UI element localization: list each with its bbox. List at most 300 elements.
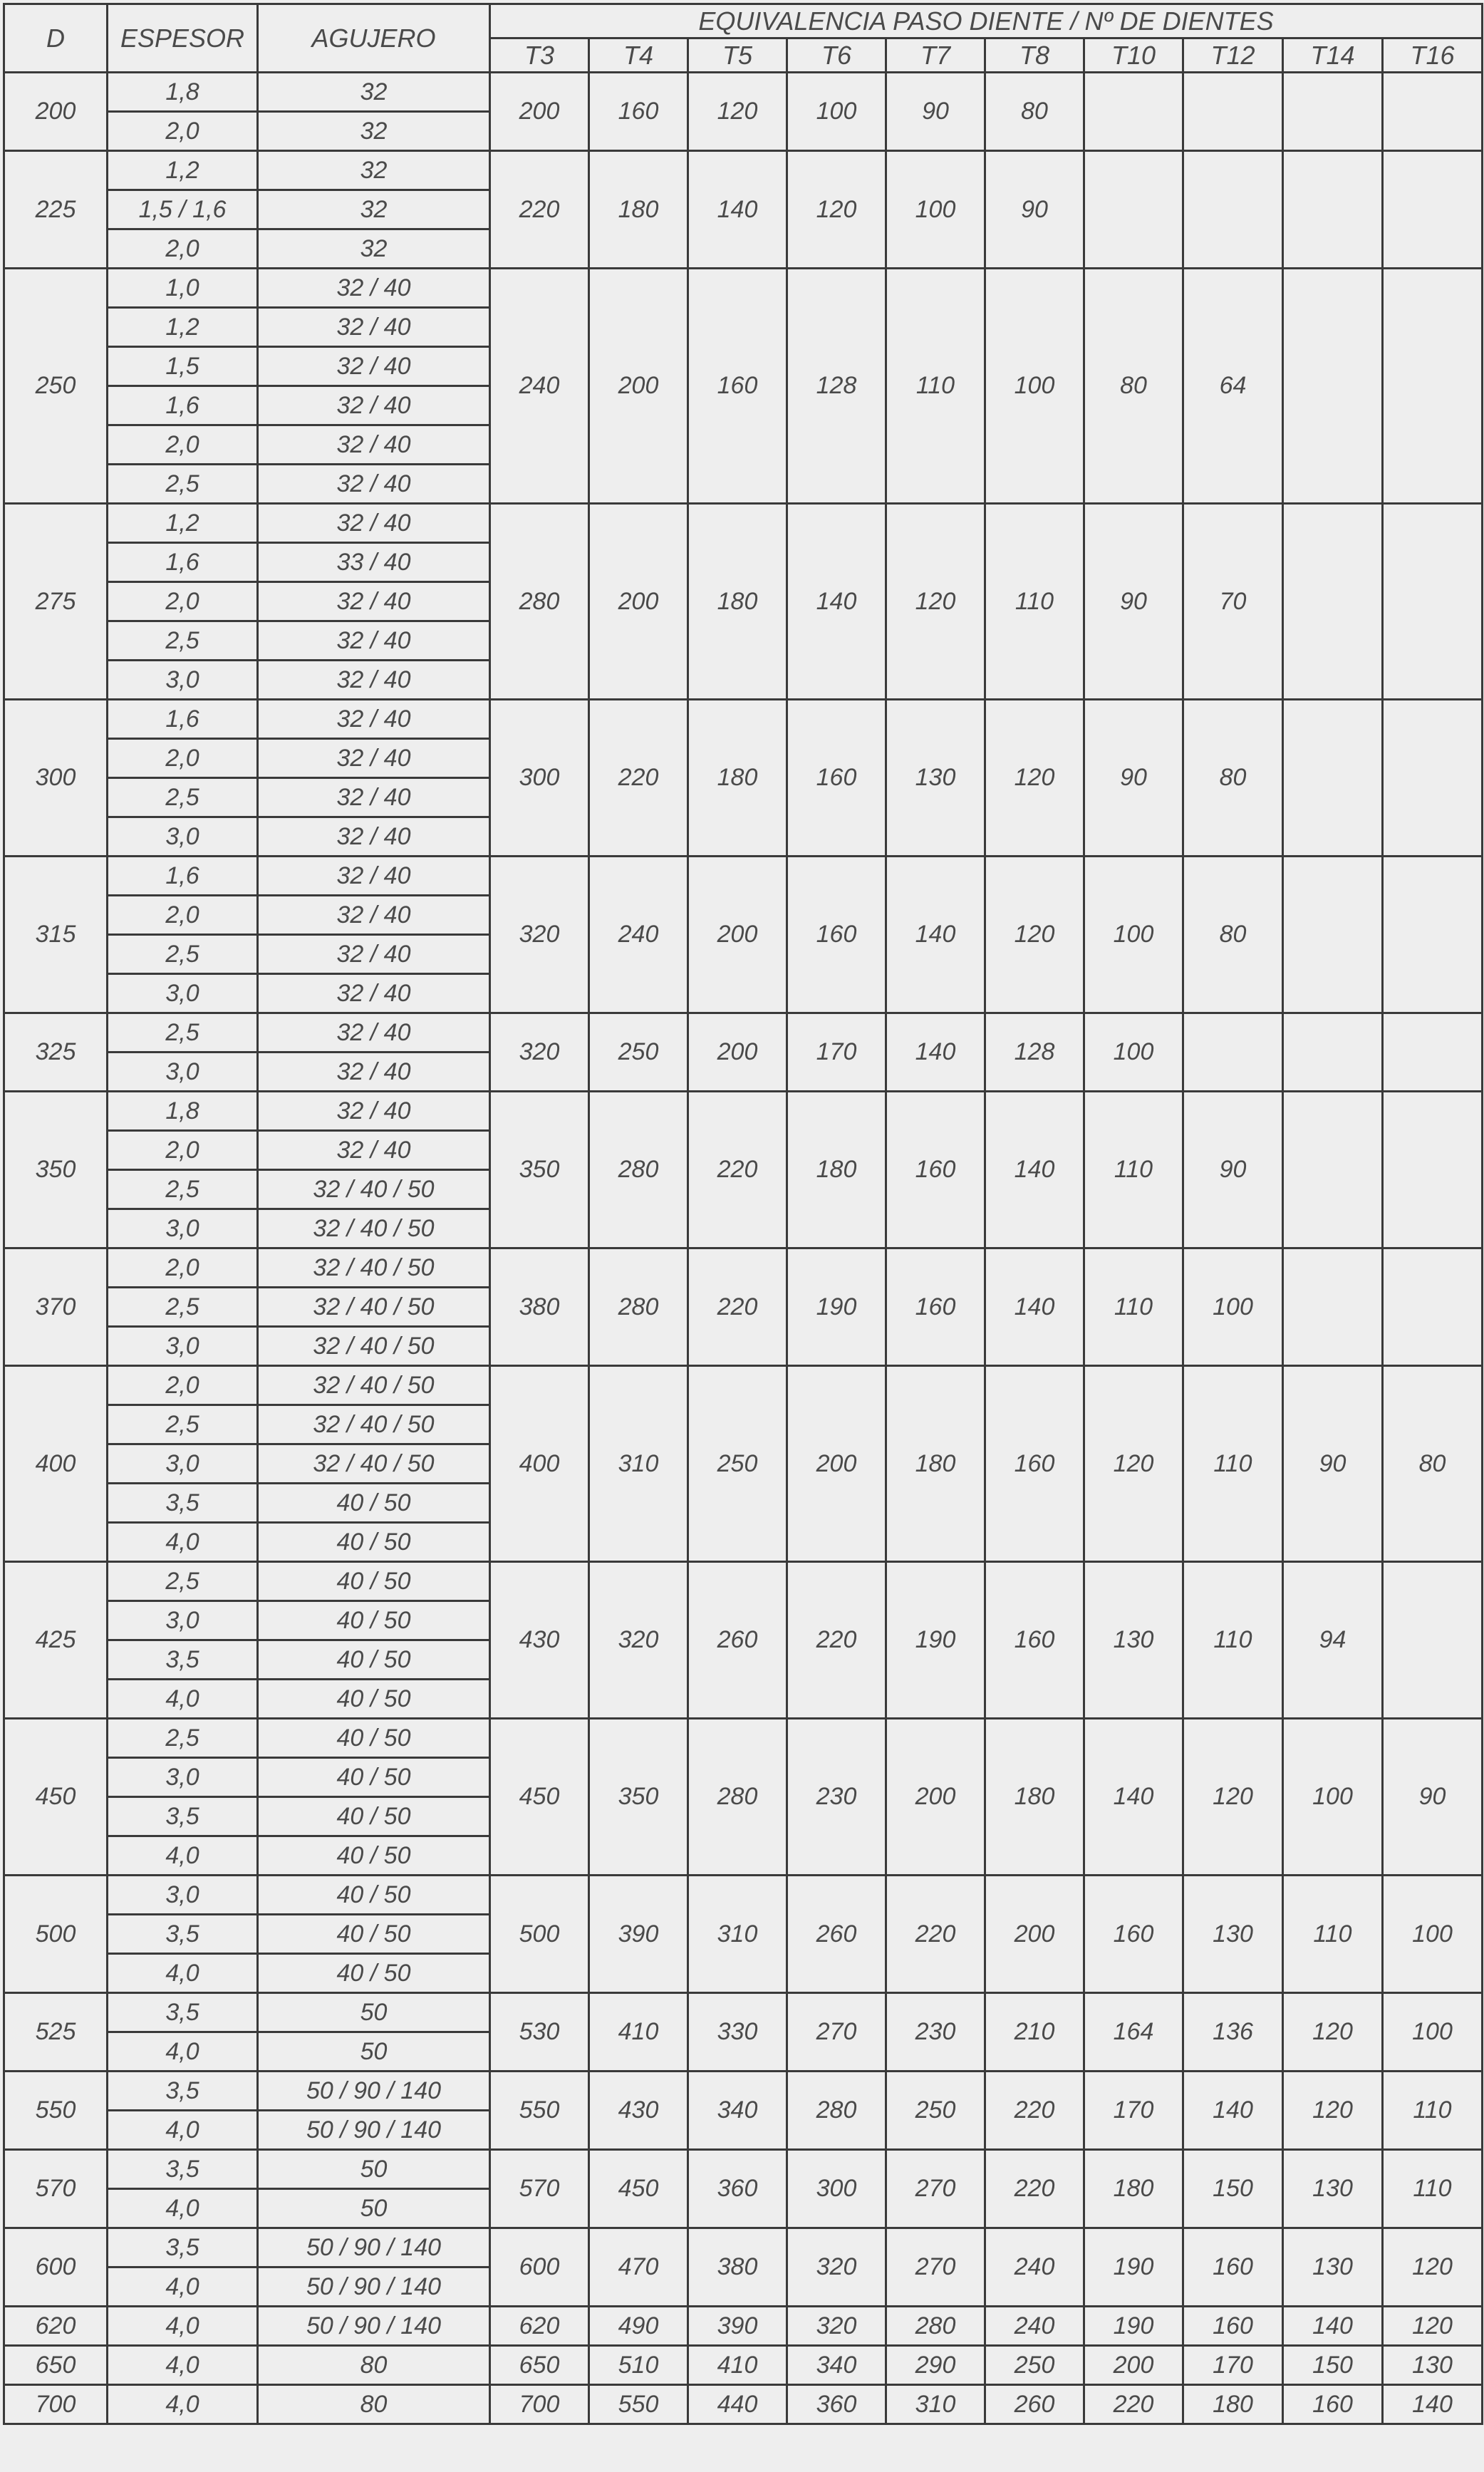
espesor-cell: 1,8	[108, 73, 258, 112]
teeth-cell-t12: 140	[1183, 2072, 1283, 2150]
header-teeth-t6: T6	[787, 38, 886, 73]
teeth-cell-t7: 110	[886, 269, 985, 504]
teeth-cell-t6: 260	[787, 1876, 886, 1993]
teeth-cell-t8: 128	[985, 1013, 1084, 1092]
agujero-cell: 50	[258, 2150, 490, 2189]
teeth-cell-t8: 220	[985, 2150, 1084, 2228]
teeth-cell-t8: 260	[985, 2385, 1084, 2424]
teeth-cell-t14: 160	[1283, 2385, 1383, 2424]
teeth-cell-t14: 120	[1283, 2072, 1383, 2150]
agujero-cell: 40 / 50	[258, 1601, 490, 1640]
table-row	[4, 2307, 1483, 2346]
diameter-cell: 550	[4, 2072, 108, 2150]
teeth-cell-t14: 130	[1283, 2228, 1383, 2307]
espesor-cell: 3,5	[108, 1640, 258, 1680]
agujero-cell: 32	[258, 190, 490, 229]
teeth-cell-t5: 220	[688, 1248, 787, 1366]
header-equivalencia: EQUIVALENCIA PASO DIENTE / Nº DE DIENTES	[490, 4, 1483, 38]
diameter-cell: 370	[4, 1248, 108, 1366]
espesor-cell: 2,0	[108, 1131, 258, 1170]
diameter-cell: 250	[4, 269, 108, 504]
teeth-cell-t6: 140	[787, 504, 886, 700]
teeth-cell-t7: 270	[886, 2150, 985, 2228]
agujero-cell: 32 / 40	[258, 425, 490, 465]
teeth-cell-t14	[1283, 700, 1383, 857]
espesor-cell: 4,0	[108, 2307, 258, 2346]
agujero-cell: 32 / 40	[258, 700, 490, 739]
teeth-cell-t7: 220	[886, 1876, 985, 1993]
agujero-cell: 32 / 40 / 50	[258, 1288, 490, 1327]
diameter-cell: 525	[4, 1993, 108, 2072]
espesor-cell: 4,0	[108, 1523, 258, 1562]
agujero-cell: 50	[258, 1993, 490, 2032]
agujero-cell: 50 / 90 / 140	[258, 2267, 490, 2307]
agujero-cell: 40 / 50	[258, 1876, 490, 1915]
teeth-cell-t4: 350	[589, 1719, 688, 1876]
espesor-cell: 3,0	[108, 661, 258, 700]
espesor-cell: 1,6	[108, 857, 258, 896]
teeth-cell-t6: 340	[787, 2346, 886, 2385]
agujero-cell: 32 / 40	[258, 386, 490, 425]
teeth-cell-t16: 100	[1383, 1876, 1483, 1993]
table-row	[4, 2346, 1483, 2385]
agujero-cell: 32 / 40	[258, 1131, 490, 1170]
espesor-cell: 2,0	[108, 1366, 258, 1405]
agujero-cell: 40 / 50	[258, 1797, 490, 1836]
teeth-cell-t7: 100	[886, 151, 985, 269]
teeth-cell-t14: 130	[1283, 2150, 1383, 2228]
teeth-cell-t10: 110	[1084, 1092, 1183, 1248]
teeth-cell-t16	[1383, 73, 1483, 151]
espesor-cell: 3,0	[108, 1053, 258, 1092]
teeth-cell-t3: 320	[490, 1013, 589, 1092]
teeth-cell-t4: 250	[589, 1013, 688, 1092]
teeth-cell-t8: 220	[985, 2072, 1084, 2150]
diameter-cell: 700	[4, 2385, 108, 2424]
teeth-cell-t6: 320	[787, 2228, 886, 2307]
teeth-cell-t4: 280	[589, 1248, 688, 1366]
espesor-cell: 3,5	[108, 2150, 258, 2189]
teeth-cell-t14	[1283, 269, 1383, 504]
agujero-cell: 32 / 40	[258, 504, 490, 543]
diameter-cell: 450	[4, 1719, 108, 1876]
espesor-cell: 3,0	[108, 1876, 258, 1915]
espesor-cell: 2,5	[108, 465, 258, 504]
teeth-cell-t3: 550	[490, 2072, 589, 2150]
espesor-cell: 3,0	[108, 1758, 258, 1797]
agujero-cell: 32 / 40	[258, 465, 490, 504]
agujero-cell: 40 / 50	[258, 1562, 490, 1601]
teeth-cell-t7: 160	[886, 1248, 985, 1366]
espesor-cell: 2,5	[108, 1719, 258, 1758]
agujero-cell: 32 / 40	[258, 739, 490, 778]
espesor-cell: 1,0	[108, 269, 258, 308]
teeth-cell-t7: 310	[886, 2385, 985, 2424]
table-row	[4, 1013, 1483, 1053]
teeth-cell-t6: 200	[787, 1366, 886, 1562]
teeth-cell-t10: 100	[1084, 1013, 1183, 1092]
agujero-cell: 80	[258, 2385, 490, 2424]
table-row	[4, 269, 1483, 308]
table-row	[4, 2228, 1483, 2267]
teeth-cell-t3: 530	[490, 1993, 589, 2072]
espesor-cell: 2,5	[108, 778, 258, 817]
teeth-cell-t16: 80	[1383, 1366, 1483, 1562]
header-teeth-t4: T4	[589, 38, 688, 73]
teeth-cell-t6: 180	[787, 1092, 886, 1248]
teeth-cell-t5: 140	[688, 151, 787, 269]
teeth-cell-t8: 240	[985, 2307, 1084, 2346]
diameter-cell: 315	[4, 857, 108, 1013]
table-row	[4, 1092, 1483, 1131]
header-teeth-t8: T8	[985, 38, 1084, 73]
teeth-cell-t4: 320	[589, 1562, 688, 1719]
teeth-cell-t10: 190	[1084, 2228, 1183, 2307]
teeth-cell-t12: 160	[1183, 2228, 1283, 2307]
teeth-cell-t3: 380	[490, 1248, 589, 1366]
teeth-cell-t4: 470	[589, 2228, 688, 2307]
espesor-cell: 4,0	[108, 2189, 258, 2228]
header-row	[4, 4, 1483, 38]
teeth-cell-t12: 160	[1183, 2307, 1283, 2346]
teeth-cell-t5: 200	[688, 1013, 787, 1092]
agujero-cell: 80	[258, 2346, 490, 2385]
teeth-cell-t5: 200	[688, 857, 787, 1013]
agujero-cell: 32 / 40	[258, 621, 490, 661]
header-d: D	[4, 4, 108, 73]
agujero-cell: 32 / 40 / 50	[258, 1444, 490, 1484]
teeth-cell-t10: 190	[1084, 2307, 1183, 2346]
espesor-cell: 1,5 / 1,6	[108, 190, 258, 229]
diameter-cell: 425	[4, 1562, 108, 1719]
teeth-cell-t16	[1383, 151, 1483, 269]
teeth-cell-t6: 280	[787, 2072, 886, 2150]
teeth-cell-t3: 650	[490, 2346, 589, 2385]
teeth-cell-t8: 240	[985, 2228, 1084, 2307]
teeth-cell-t12: 70	[1183, 504, 1283, 700]
header-teeth-t14: T14	[1283, 38, 1383, 73]
teeth-cell-t16: 130	[1383, 2346, 1483, 2385]
espesor-cell: 3,0	[108, 1327, 258, 1366]
diameter-cell: 570	[4, 2150, 108, 2228]
espesor-cell: 3,5	[108, 2228, 258, 2267]
teeth-cell-t16	[1383, 1013, 1483, 1092]
teeth-cell-t7: 190	[886, 1562, 985, 1719]
table-body	[4, 73, 1483, 2424]
espesor-cell: 1,5	[108, 347, 258, 386]
espesor-cell: 1,2	[108, 308, 258, 347]
agujero-cell: 32 / 40	[258, 661, 490, 700]
teeth-cell-t12: 80	[1183, 700, 1283, 857]
agujero-cell: 32 / 40	[258, 347, 490, 386]
teeth-cell-t4: 160	[589, 73, 688, 151]
teeth-cell-t10: 160	[1084, 1876, 1183, 1993]
espesor-cell: 3,5	[108, 1797, 258, 1836]
table-row	[4, 1876, 1483, 1915]
teeth-cell-t4: 450	[589, 2150, 688, 2228]
teeth-cell-t4: 200	[589, 269, 688, 504]
teeth-cell-t8: 120	[985, 700, 1084, 857]
teeth-cell-t14: 140	[1283, 2307, 1383, 2346]
agujero-cell: 32 / 40	[258, 308, 490, 347]
teeth-cell-t14	[1283, 1248, 1383, 1366]
agujero-cell: 32 / 40 / 50	[258, 1248, 490, 1288]
teeth-cell-t7: 200	[886, 1719, 985, 1876]
teeth-cell-t4: 200	[589, 504, 688, 700]
teeth-cell-t16: 90	[1383, 1719, 1483, 1876]
diameter-cell: 325	[4, 1013, 108, 1092]
teeth-cell-t3: 200	[490, 73, 589, 151]
agujero-cell: 32	[258, 73, 490, 112]
header-espesor: ESPESOR	[108, 4, 258, 73]
header-teeth-t7: T7	[886, 38, 985, 73]
espesor-cell: 2,5	[108, 1562, 258, 1601]
teeth-cell-t3: 620	[490, 2307, 589, 2346]
agujero-cell: 32 / 40 / 50	[258, 1170, 490, 1209]
agujero-cell: 32 / 40 / 50	[258, 1366, 490, 1405]
espesor-cell: 3,5	[108, 1915, 258, 1954]
agujero-cell: 50	[258, 2189, 490, 2228]
teeth-cell-t7: 160	[886, 1092, 985, 1248]
teeth-cell-t5: 160	[688, 269, 787, 504]
agujero-cell: 50	[258, 2032, 490, 2072]
teeth-cell-t16	[1383, 1092, 1483, 1248]
teeth-cell-t5: 220	[688, 1092, 787, 1248]
teeth-cell-t16	[1383, 269, 1483, 504]
espesor-cell: 2,0	[108, 739, 258, 778]
teeth-cell-t10: 130	[1084, 1562, 1183, 1719]
espesor-cell: 1,6	[108, 700, 258, 739]
agujero-cell: 32 / 40	[258, 857, 490, 896]
espesor-cell: 2,0	[108, 582, 258, 621]
teeth-cell-t5: 380	[688, 2228, 787, 2307]
espesor-cell: 1,2	[108, 504, 258, 543]
table-row	[4, 2385, 1483, 2424]
teeth-cell-t8: 100	[985, 269, 1084, 504]
teeth-cell-t12: 136	[1183, 1993, 1283, 2072]
espesor-cell: 3,5	[108, 2072, 258, 2111]
teeth-cell-t6: 190	[787, 1248, 886, 1366]
diameter-cell: 225	[4, 151, 108, 269]
agujero-cell: 32	[258, 229, 490, 269]
teeth-cell-t6: 100	[787, 73, 886, 151]
teeth-cell-t8: 140	[985, 1092, 1084, 1248]
espesor-cell: 2,5	[108, 1288, 258, 1327]
teeth-cell-t8: 80	[985, 73, 1084, 151]
teeth-cell-t3: 220	[490, 151, 589, 269]
agujero-cell: 40 / 50	[258, 1954, 490, 1993]
agujero-cell: 32 / 40	[258, 896, 490, 935]
teeth-cell-t3: 240	[490, 269, 589, 504]
teeth-cell-t14: 150	[1283, 2346, 1383, 2385]
teeth-cell-t12	[1183, 1013, 1283, 1092]
espesor-cell: 2,5	[108, 935, 258, 974]
agujero-cell: 50 / 90 / 140	[258, 2111, 490, 2150]
teeth-cell-t7: 140	[886, 1013, 985, 1092]
teeth-cell-t6: 160	[787, 700, 886, 857]
teeth-cell-t6: 270	[787, 1993, 886, 2072]
teeth-cell-t12: 120	[1183, 1719, 1283, 1876]
teeth-cell-t14	[1283, 1013, 1383, 1092]
teeth-cell-t3: 450	[490, 1719, 589, 1876]
agujero-cell: 32 / 40 / 50	[258, 1209, 490, 1248]
agujero-cell: 40 / 50	[258, 1523, 490, 1562]
espesor-cell: 3,0	[108, 1444, 258, 1484]
agujero-cell: 33 / 40	[258, 543, 490, 582]
agujero-cell: 50 / 90 / 140	[258, 2307, 490, 2346]
teeth-cell-t12: 80	[1183, 857, 1283, 1013]
header-teeth-t5: T5	[688, 38, 787, 73]
header-teeth-t10: T10	[1084, 38, 1183, 73]
agujero-cell: 50 / 90 / 140	[258, 2072, 490, 2111]
espesor-cell: 4,0	[108, 1836, 258, 1876]
espesor-cell: 2,0	[108, 229, 258, 269]
teeth-cell-t6: 120	[787, 151, 886, 269]
diameter-cell: 600	[4, 2228, 108, 2307]
agujero-cell: 32 / 40	[258, 582, 490, 621]
teeth-cell-t7: 90	[886, 73, 985, 151]
agujero-cell: 32 / 40 / 50	[258, 1327, 490, 1366]
teeth-cell-t10: 164	[1084, 1993, 1183, 2072]
teeth-cell-t16	[1383, 1562, 1483, 1719]
teeth-cell-t8: 210	[985, 1993, 1084, 2072]
agujero-cell: 32 / 40	[258, 817, 490, 857]
teeth-cell-t4: 510	[589, 2346, 688, 2385]
espesor-cell: 4,0	[108, 1954, 258, 1993]
agujero-cell: 40 / 50	[258, 1719, 490, 1758]
teeth-cell-t8: 160	[985, 1562, 1084, 1719]
teeth-cell-t6: 360	[787, 2385, 886, 2424]
teeth-cell-t4: 180	[589, 151, 688, 269]
agujero-cell: 32 / 40	[258, 1013, 490, 1053]
teeth-cell-t6: 230	[787, 1719, 886, 1876]
agujero-cell: 32	[258, 112, 490, 151]
teeth-cell-t16: 100	[1383, 1993, 1483, 2072]
teeth-cell-t3: 350	[490, 1092, 589, 1248]
table-row	[4, 857, 1483, 896]
teeth-cell-t16: 110	[1383, 2072, 1483, 2150]
table-row	[4, 504, 1483, 543]
espesor-cell: 2,5	[108, 1170, 258, 1209]
teeth-cell-t16: 110	[1383, 2150, 1483, 2228]
teeth-cell-t12: 100	[1183, 1248, 1283, 1366]
agujero-cell: 32 / 40 / 50	[258, 1405, 490, 1444]
teeth-cell-t6: 320	[787, 2307, 886, 2346]
diameter-cell: 275	[4, 504, 108, 700]
teeth-cell-t7: 120	[886, 504, 985, 700]
teeth-cell-t14	[1283, 504, 1383, 700]
espesor-cell: 2,0	[108, 896, 258, 935]
teeth-cell-t14: 90	[1283, 1366, 1383, 1562]
teeth-cell-t12: 64	[1183, 269, 1283, 504]
teeth-cell-t8: 120	[985, 857, 1084, 1013]
agujero-cell: 32 / 40	[258, 974, 490, 1013]
teeth-cell-t12	[1183, 73, 1283, 151]
teeth-cell-t16	[1383, 504, 1483, 700]
espesor-cell: 4,0	[108, 2385, 258, 2424]
teeth-cell-t6: 220	[787, 1562, 886, 1719]
agujero-cell: 50 / 90 / 140	[258, 2228, 490, 2267]
teeth-cell-t3: 430	[490, 1562, 589, 1719]
teeth-cell-t7: 180	[886, 1366, 985, 1562]
espesor-cell: 2,0	[108, 425, 258, 465]
teeth-cell-t16: 120	[1383, 2307, 1483, 2346]
teeth-cell-t5: 120	[688, 73, 787, 151]
agujero-cell: 40 / 50	[258, 1836, 490, 1876]
espesor-cell: 4,0	[108, 2032, 258, 2072]
teeth-cell-t16	[1383, 1248, 1483, 1366]
espesor-cell: 2,0	[108, 112, 258, 151]
diameter-cell: 300	[4, 700, 108, 857]
espesor-cell: 1,6	[108, 386, 258, 425]
teeth-cell-t10	[1084, 73, 1183, 151]
teeth-cell-t14: 110	[1283, 1876, 1383, 1993]
teeth-cell-t4: 310	[589, 1366, 688, 1562]
teeth-cell-t4: 490	[589, 2307, 688, 2346]
teeth-cell-t16	[1383, 700, 1483, 857]
teeth-cell-t8: 200	[985, 1876, 1084, 1993]
teeth-cell-t10: 170	[1084, 2072, 1183, 2150]
teeth-cell-t10: 90	[1084, 700, 1183, 857]
diameter-cell: 200	[4, 73, 108, 151]
diameter-cell: 620	[4, 2307, 108, 2346]
espesor-cell: 4,0	[108, 2111, 258, 2150]
diameter-cell: 350	[4, 1092, 108, 1248]
agujero-cell: 32	[258, 151, 490, 190]
teeth-cell-t4: 220	[589, 700, 688, 857]
teeth-cell-t7: 280	[886, 2307, 985, 2346]
teeth-cell-t10: 120	[1084, 1366, 1183, 1562]
teeth-cell-t3: 300	[490, 700, 589, 857]
teeth-cell-t7: 270	[886, 2228, 985, 2307]
espesor-cell: 1,6	[108, 543, 258, 582]
table-row	[4, 1993, 1483, 2032]
espesor-cell: 4,0	[108, 2346, 258, 2385]
teeth-cell-t5: 250	[688, 1366, 787, 1562]
teeth-cell-t6: 160	[787, 857, 886, 1013]
teeth-cell-t7: 230	[886, 1993, 985, 2072]
espesor-cell: 2,5	[108, 621, 258, 661]
espesor-cell: 1,2	[108, 151, 258, 190]
agujero-cell: 40 / 50	[258, 1915, 490, 1954]
teeth-cell-t3: 600	[490, 2228, 589, 2307]
teeth-cell-t8: 160	[985, 1366, 1084, 1562]
espesor-cell: 3,0	[108, 817, 258, 857]
teeth-cell-t7: 130	[886, 700, 985, 857]
teeth-cell-t14: 100	[1283, 1719, 1383, 1876]
teeth-cell-t8: 90	[985, 151, 1084, 269]
teeth-cell-t5: 390	[688, 2307, 787, 2346]
table-row	[4, 1719, 1483, 1758]
espesor-cell: 2,5	[108, 1405, 258, 1444]
teeth-cell-t10	[1084, 151, 1183, 269]
teeth-cell-t14	[1283, 857, 1383, 1013]
diameter-cell: 400	[4, 1366, 108, 1562]
teeth-cell-t10: 100	[1084, 857, 1183, 1013]
teeth-cell-t4: 410	[589, 1993, 688, 2072]
teeth-cell-t5: 310	[688, 1876, 787, 1993]
teeth-cell-t16: 140	[1383, 2385, 1483, 2424]
table-row	[4, 151, 1483, 190]
agujero-cell: 32 / 40	[258, 1092, 490, 1131]
teeth-cell-t8: 140	[985, 1248, 1084, 1366]
teeth-cell-t12: 150	[1183, 2150, 1283, 2228]
agujero-cell: 40 / 50	[258, 1640, 490, 1680]
table-row	[4, 1248, 1483, 1288]
teeth-cell-t10: 110	[1084, 1248, 1183, 1366]
teeth-cell-t14	[1283, 1092, 1383, 1248]
teeth-cell-t14: 94	[1283, 1562, 1383, 1719]
